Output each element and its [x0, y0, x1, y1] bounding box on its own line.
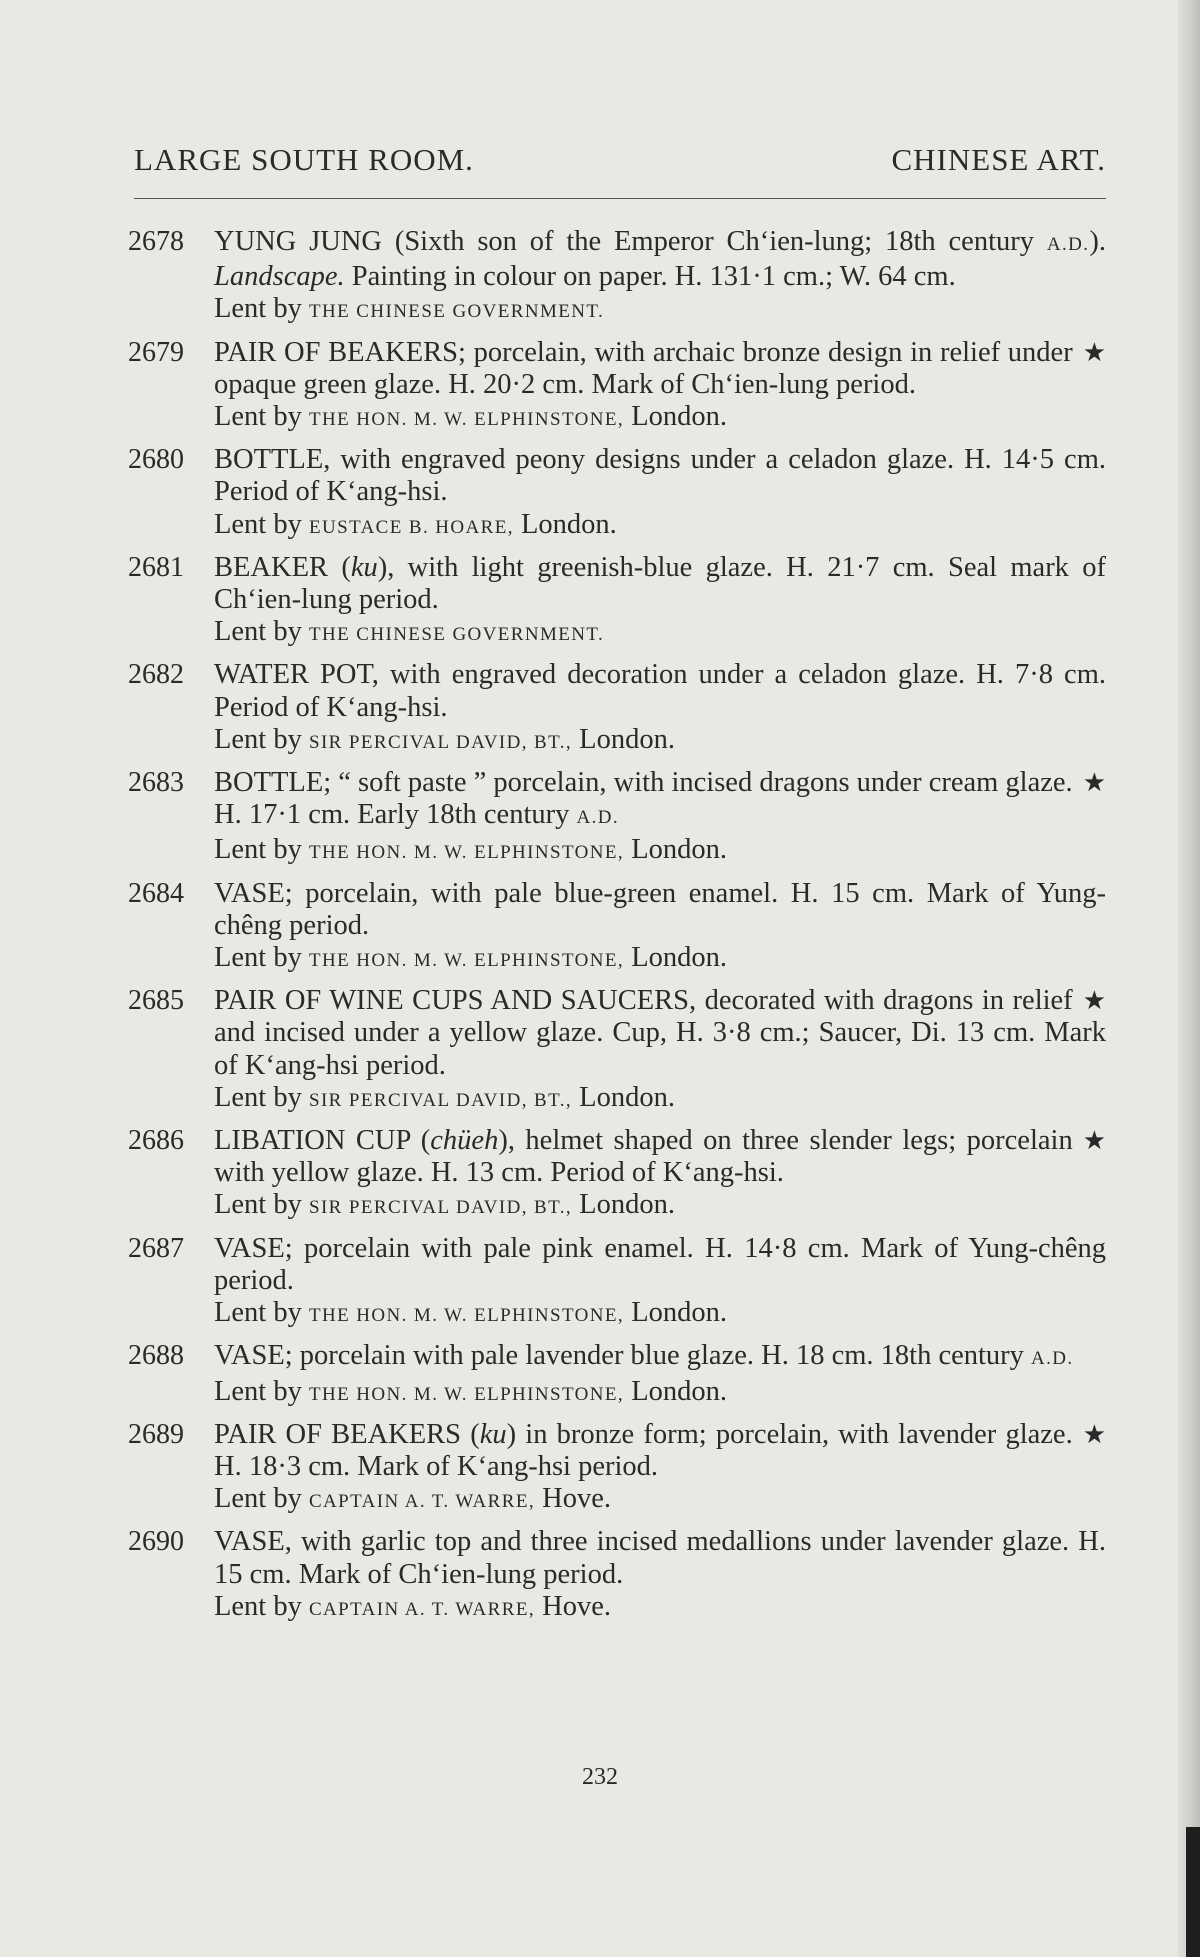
entry-number: 2687	[128, 1232, 184, 1264]
lender-place: London.	[579, 1081, 675, 1113]
entry-number: 2690	[128, 1526, 184, 1558]
catalogue-entry	[128, 985, 1106, 1117]
lender-name: EUSTACE B. HOARE,	[308, 516, 514, 538]
lent-by-label: Lent by	[214, 1189, 302, 1221]
entry-description	[214, 1233, 1106, 1297]
catalogue-entry	[128, 878, 1106, 978]
lender-line	[214, 724, 1106, 759]
lender-line	[214, 942, 1106, 977]
lender-name: THE CHINESE GOVERNMENT.	[308, 301, 605, 323]
lender-place: London.	[631, 942, 727, 974]
lender-place: London.	[631, 401, 727, 433]
lent-by-label: Lent by	[214, 401, 302, 433]
star-icon: ★	[1082, 1419, 1106, 1449]
lender-name: SIR PERCIVAL DAVID, BT.,	[308, 731, 573, 753]
catalogue-entry	[128, 767, 1106, 870]
entry-description	[214, 337, 1106, 401]
catalogue-entry	[128, 1340, 1106, 1410]
lender-place: London.	[631, 1375, 727, 1407]
lender-name: THE HON. M. W. ELPHINSTONE,	[308, 1383, 625, 1405]
entry-number: 2681	[128, 551, 184, 583]
star-icon: ★	[1082, 337, 1106, 367]
italic-text: ku	[350, 551, 378, 583]
entry-description	[214, 444, 1106, 508]
catalogue-entry	[128, 444, 1106, 544]
description-text: ) in bronze form; porcelain, with lavender glaze. H. 18·3 cm. Mark of K‘ang-hsi period.	[214, 1418, 1073, 1482]
lent-by-label: Lent by	[214, 834, 302, 866]
description-text: LIBATION CUP (	[214, 1125, 431, 1157]
lender-place: Hove.	[542, 1590, 611, 1622]
header-room: LARGE SOUTH ROOM.	[134, 142, 474, 177]
star-icon: ★	[1082, 768, 1106, 798]
page-number: 232	[582, 1764, 618, 1790]
lender-place: London.	[631, 1297, 727, 1329]
entry-description	[214, 552, 1106, 616]
small-caps-text: A.D.	[1046, 234, 1090, 255]
description-text: PAIR OF WINE CUPS AND SAUCERS, decorated with dragons in relief and incised under a yellow glaze. Cup, H. 3·8 cm.; Saucer, Di. 13 cm. Mark of K‘ang-hsi period.	[214, 985, 1106, 1081]
catalogue-entry	[128, 552, 1106, 652]
description-text: BOTTLE, with engraved peony designs under a celadon glaze. H. 14·5 cm. Period of K‘ang-hsi.	[214, 444, 1106, 508]
description-text: ), helmet shaped on three slender legs; porcelain with yellow glaze. H. 13 cm. Period of K‘ang-hsi.	[214, 1125, 1073, 1189]
description-text: BOTTLE; “ soft paste ” porcelain, with incised dragons under cream glaze. H. 17·1 cm. Early 18th century	[214, 767, 1073, 831]
page-edge-shadow	[1186, 1827, 1200, 1957]
entry-number: 2685	[128, 985, 184, 1017]
lender-line	[214, 509, 1106, 544]
entry-number: 2686	[128, 1125, 184, 1157]
catalogue-entry	[128, 337, 1106, 437]
entry-number: 2680	[128, 444, 184, 476]
description-text: VASE, with garlic top and three incised medallions under lavender glaze. H. 15 cm. Mark of Ch‘ien-lung period.	[214, 1526, 1106, 1590]
description-text: PAIR OF BEAKERS; porcelain, with archaic bronze design in relief under opaque green glaze. H. 20·2 cm. Mark of Ch‘ien-lung period.	[214, 336, 1073, 400]
entry-description	[214, 226, 1106, 293]
lent-by-label: Lent by	[214, 1081, 302, 1113]
lent-by-label: Lent by	[214, 942, 302, 974]
lent-by-label: Lent by	[214, 1590, 302, 1622]
page-edge	[1178, 0, 1200, 1957]
lender-place: Hove.	[542, 1483, 611, 1515]
star-icon: ★	[1082, 1126, 1106, 1156]
entry-number: 2684	[128, 877, 184, 909]
lender-name: SIR PERCIVAL DAVID, BT.,	[308, 1089, 573, 1111]
description-text: YUNG JUNG (Sixth son of the Emperor Ch‘ien-lung; 18th century	[214, 226, 1047, 257]
italic-text: Landscape.	[214, 261, 345, 293]
description-text: ), with light greenish-blue glaze. H. 21·7 cm. Seal mark of Ch‘ien-lung period.	[214, 551, 1106, 616]
catalogue-entry	[128, 226, 1106, 329]
lender-line	[214, 1591, 1106, 1626]
description-text: VASE; porcelain, with pale blue-green enamel. H. 15 cm. Mark of Yung-chêng period.	[214, 877, 1106, 941]
lent-by-label: Lent by	[214, 293, 302, 325]
entry-number: 2689	[128, 1418, 184, 1450]
lender-line	[214, 1297, 1106, 1332]
lender-name: CAPTAIN A. T. WARRE,	[308, 1491, 535, 1513]
catalogue-entry	[128, 659, 1106, 759]
lender-place: London.	[631, 834, 727, 866]
entry-description	[214, 1419, 1106, 1483]
entry-description	[214, 985, 1106, 1082]
lent-by-label: Lent by	[214, 1375, 302, 1407]
entry-description	[214, 659, 1106, 723]
small-caps-text: A.D.	[1031, 1348, 1074, 1370]
lent-by-label: Lent by	[214, 508, 302, 540]
entry-description	[214, 1526, 1106, 1590]
entry-description	[214, 767, 1106, 834]
lender-line	[214, 293, 1106, 328]
lender-name: THE HON. M. W. ELPHINSTONE,	[308, 409, 625, 431]
catalogue-entry	[128, 1526, 1106, 1626]
entry-number: 2682	[128, 659, 184, 691]
lender-line	[214, 401, 1106, 436]
description-text: PAIR OF BEAKERS (	[214, 1418, 480, 1450]
description-text: VASE; porcelain with pale pink enamel. H. 14·8 cm. Mark of Yung-chêng period.	[214, 1232, 1106, 1296]
lender-name: CAPTAIN A. T. WARRE,	[308, 1598, 535, 1620]
lender-line	[214, 1082, 1106, 1117]
lender-name: THE HON. M. W. ELPHINSTONE,	[308, 842, 625, 864]
lender-line	[214, 616, 1106, 651]
lender-line	[214, 834, 1106, 869]
description-text: WATER POT, with engraved decoration under a celadon glaze. H. 7·8 cm. Period of K‘ang-hsi.	[214, 659, 1106, 723]
lender-place: London.	[521, 508, 617, 540]
lender-line	[214, 1189, 1106, 1224]
italic-text: chüeh	[430, 1125, 499, 1157]
italic-text: ku	[479, 1418, 507, 1450]
lender-name: THE HON. M. W. ELPHINSTONE,	[308, 950, 625, 972]
lender-name: THE HON. M. W. ELPHINSTONE,	[308, 1305, 625, 1327]
description-text: BEAKER (	[214, 551, 351, 583]
lender-line	[214, 1483, 1106, 1518]
entry-description	[214, 1340, 1106, 1375]
header-section: CHINESE ART.	[891, 142, 1106, 177]
catalogue-entry	[128, 1419, 1106, 1519]
lender-name: THE CHINESE GOVERNMENT.	[308, 624, 605, 646]
catalogue-entries	[128, 226, 1106, 1634]
entry-number: 2688	[128, 1340, 184, 1372]
star-icon: ★	[1082, 986, 1106, 1016]
lender-line	[214, 1376, 1106, 1411]
description-text: ).	[1089, 226, 1106, 257]
lent-by-label: Lent by	[214, 723, 302, 755]
lent-by-label: Lent by	[214, 1483, 302, 1515]
lent-by-label: Lent by	[214, 616, 302, 648]
entry-description	[214, 878, 1106, 942]
lender-name: SIR PERCIVAL DAVID, BT.,	[308, 1197, 573, 1219]
entry-description	[214, 1125, 1106, 1189]
description-text: VASE; porcelain with pale lavender blue glaze. H. 18 cm. 18th century	[214, 1340, 1032, 1372]
entry-number: 2678	[128, 226, 184, 257]
catalogue-entry	[128, 1125, 1106, 1225]
entry-number: 2679	[128, 336, 184, 368]
header-rule	[134, 198, 1106, 199]
lender-place: London.	[579, 1189, 675, 1221]
small-caps-text: A.D.	[576, 807, 620, 829]
lent-by-label: Lent by	[214, 1297, 302, 1329]
lender-place: London.	[579, 723, 675, 755]
catalogue-entry	[128, 1233, 1106, 1333]
description-text: Painting in colour on paper. H. 131·1 cm.; W. 64 cm.	[344, 261, 956, 293]
entry-number: 2683	[128, 767, 184, 799]
